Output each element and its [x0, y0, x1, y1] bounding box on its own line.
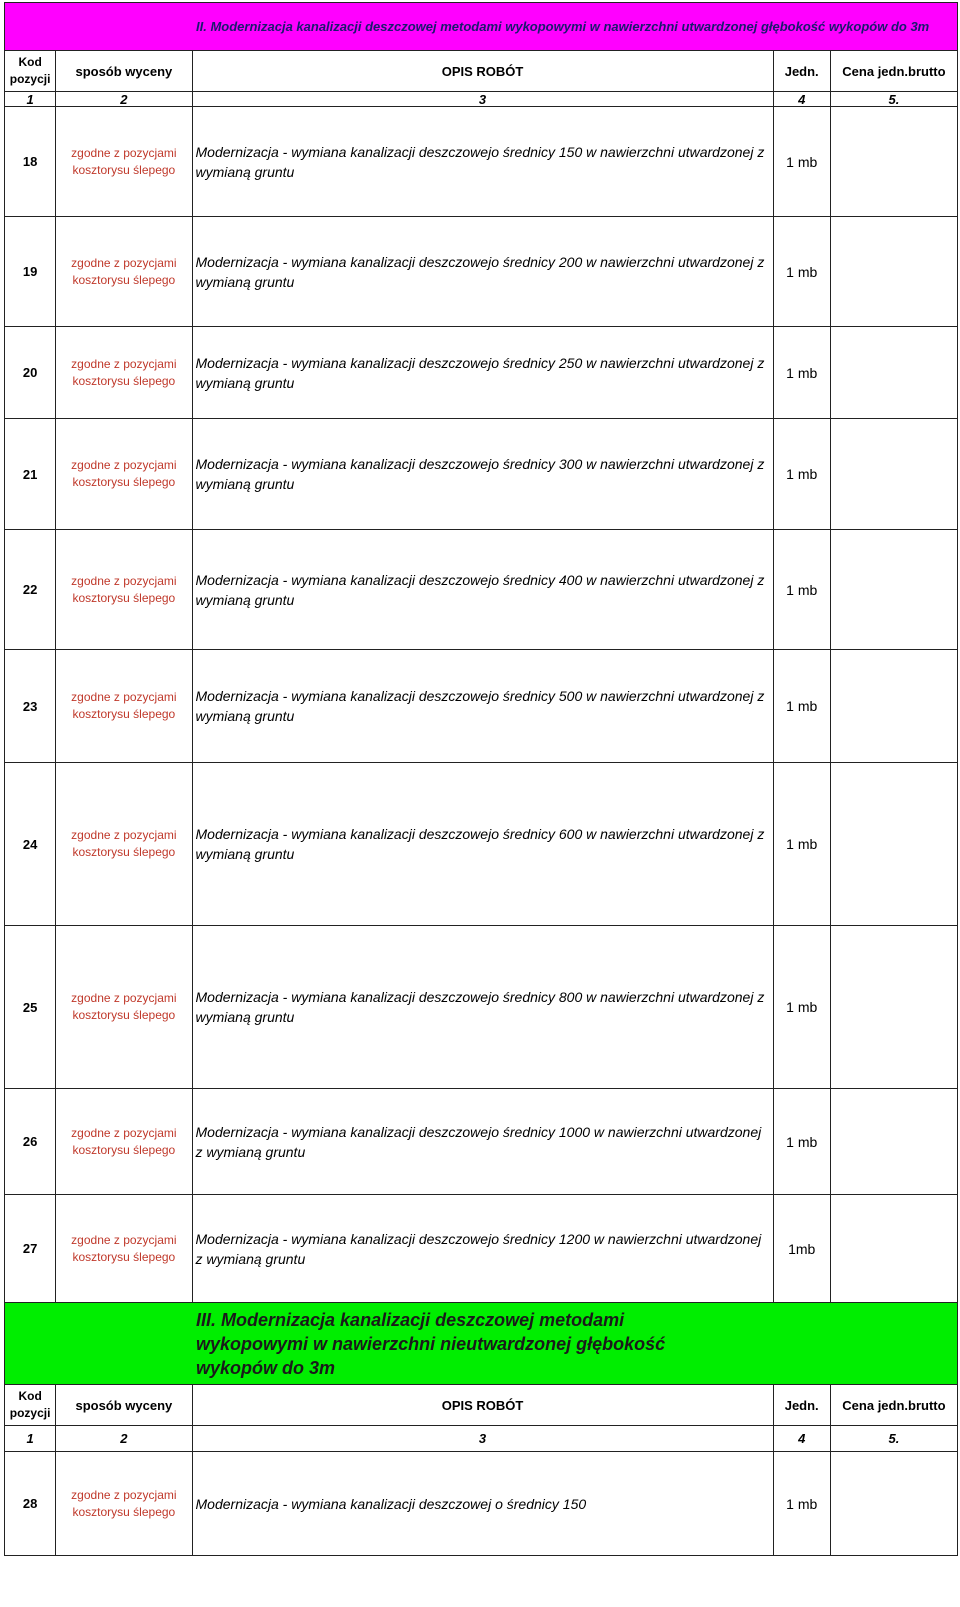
row-description: Modernizacja - wymiana kanalizacji deszczowejo średnicy 1000 w nawierzchni utwardzonej z wymianą gruntu	[192, 1089, 773, 1195]
row-unit: 1 mb	[773, 926, 830, 1089]
row-unit: 1 mb	[773, 107, 830, 217]
header-description: OPIS ROBÓT	[192, 51, 773, 92]
table-row	[5, 763, 958, 926]
header-description: OPIS ROBÓT	[192, 1385, 773, 1426]
row-code: 23	[5, 650, 56, 763]
row-code: 26	[5, 1089, 56, 1195]
row-price-cell[interactable]	[830, 107, 957, 217]
row-method: zgodne z pozycjami kosztorysu ślepego	[56, 650, 192, 763]
table-row	[5, 107, 958, 217]
col-number-2: 2	[56, 1426, 192, 1452]
row-unit: 1 mb	[773, 1452, 830, 1556]
row-price-cell[interactable]	[830, 1089, 957, 1195]
row-method: zgodne z pozycjami kosztorysu ślepego	[56, 926, 192, 1089]
row-description: Modernizacja - wymiana kanalizacji deszczowejo średnicy 800 w nawierzchni utwardzonej z wymianą gruntu	[192, 926, 773, 1089]
header-unit: Jedn.	[773, 51, 830, 92]
row-price-cell[interactable]	[830, 763, 957, 926]
header-unit: Jedn.	[773, 1385, 830, 1426]
header-method: sposób wyceny	[56, 51, 192, 92]
table-row	[5, 530, 958, 650]
section-3-column-numbers	[5, 1426, 958, 1452]
section-2-title: II. Modernizacja kanalizacji deszczowej metodami wykopowymi w nawierzchni utwardzonej głębokość wykopów do 3m	[192, 3, 957, 51]
row-description: Modernizacja - wymiana kanalizacji deszczowejo średnicy 150 w nawierzchni utwardzonej z wymianą gruntu	[192, 107, 773, 217]
table-row	[5, 650, 958, 763]
row-unit: 1 mb	[773, 530, 830, 650]
section-3-title: III. Modernizacja kanalizacji deszczowej metodami wykopowymi w nawierzchni nieutwardzonej głębokość wykopów do 3m	[196, 1309, 666, 1378]
cost-estimate-table	[4, 2, 958, 1556]
table-row	[5, 926, 958, 1089]
row-code: 21	[5, 419, 56, 530]
row-unit: 1 mb	[773, 217, 830, 327]
header-method: sposób wyceny	[56, 1385, 192, 1426]
col-number-3: 3	[192, 92, 773, 107]
row-description: Modernizacja - wymiana kanalizacji deszczowejo średnicy 600 w nawierzchni utwardzonej z wymianą gruntu	[192, 763, 773, 926]
row-code: 19	[5, 217, 56, 327]
table-row	[5, 1452, 958, 1556]
row-method: zgodne z pozycjami kosztorysu ślepego	[56, 327, 192, 419]
row-price-cell[interactable]	[830, 217, 957, 327]
row-code: 28	[5, 1452, 56, 1556]
col-number-5: 5.	[830, 92, 957, 107]
col-number-4: 4	[773, 1426, 830, 1452]
col-number-2: 2	[56, 92, 192, 107]
section-3-color-cell	[5, 1303, 193, 1385]
section-3-header	[5, 1303, 958, 1385]
section-2-column-numbers	[5, 92, 958, 107]
row-unit: 1 mb	[773, 763, 830, 926]
section-2-header	[5, 3, 958, 51]
row-method: zgodne z pozycjami kosztorysu ślepego	[56, 1195, 192, 1303]
row-method: zgodne z pozycjami kosztorysu ślepego	[56, 419, 192, 530]
row-price-cell[interactable]	[830, 650, 957, 763]
row-method: zgodne z pozycjami kosztorysu ślepego	[56, 107, 192, 217]
row-unit: 1 mb	[773, 650, 830, 763]
row-code: 18	[5, 107, 56, 217]
row-description: Modernizacja - wymiana kanalizacji deszczowejo średnicy 200 w nawierzchni utwardzonej z wymianą gruntu	[192, 217, 773, 327]
row-description: Modernizacja - wymiana kanalizacji deszczowejo średnicy 1200 w nawierzchni utwardzonej z wymianą gruntu	[192, 1195, 773, 1303]
table-row	[5, 419, 958, 530]
row-method: zgodne z pozycjami kosztorysu ślepego	[56, 530, 192, 650]
row-code: 22	[5, 530, 56, 650]
header-price: Cena jedn.brutto	[830, 1385, 957, 1426]
row-unit: 1 mb	[773, 327, 830, 419]
table-row	[5, 217, 958, 327]
row-method: zgodne z pozycjami kosztorysu ślepego	[56, 217, 192, 327]
row-description: Modernizacja - wymiana kanalizacji deszczowejo średnicy 500 w nawierzchni utwardzonej z wymianą gruntu	[192, 650, 773, 763]
row-unit: 1 mb	[773, 1089, 830, 1195]
row-price-cell[interactable]	[830, 1195, 957, 1303]
row-price-cell[interactable]	[830, 327, 957, 419]
table-row	[5, 1089, 958, 1195]
row-price-cell[interactable]	[830, 1452, 957, 1556]
row-code: 27	[5, 1195, 56, 1303]
section-2-color-cell	[5, 3, 193, 51]
section-2-column-headers	[5, 51, 958, 92]
row-code: 25	[5, 926, 56, 1089]
header-price: Cena jedn.brutto	[830, 51, 957, 92]
row-price-cell[interactable]	[830, 926, 957, 1089]
col-number-4: 4	[773, 92, 830, 107]
row-unit: 1 mb	[773, 419, 830, 530]
section-3-column-headers	[5, 1385, 958, 1426]
row-code: 20	[5, 327, 56, 419]
col-number-3: 3	[192, 1426, 773, 1452]
row-description: Modernizacja - wymiana kanalizacji deszczowejo średnicy 400 w nawierzchni utwardzonej z wymianą gruntu	[192, 530, 773, 650]
row-description: Modernizacja - wymiana kanalizacji deszczowej o średnicy 150	[192, 1452, 773, 1556]
row-method: zgodne z pozycjami kosztorysu ślepego	[56, 1089, 192, 1195]
row-price-cell[interactable]	[830, 530, 957, 650]
row-description: Modernizacja - wymiana kanalizacji deszczowejo średnicy 250 w nawierzchni utwardzonej z wymianą gruntu	[192, 327, 773, 419]
col-number-1: 1	[5, 1426, 56, 1452]
row-code: 24	[5, 763, 56, 926]
header-code: Kod pozycji	[5, 1385, 56, 1426]
row-unit: 1mb	[773, 1195, 830, 1303]
section-3-title-cell	[192, 1303, 957, 1385]
table-row	[5, 1195, 958, 1303]
row-method: zgodne z pozycjami kosztorysu ślepego	[56, 763, 192, 926]
table-row	[5, 327, 958, 419]
col-number-5: 5.	[830, 1426, 957, 1452]
row-price-cell[interactable]	[830, 419, 957, 530]
row-method: zgodne z pozycjami kosztorysu ślepego	[56, 1452, 192, 1556]
col-number-1: 1	[5, 92, 56, 107]
row-description: Modernizacja - wymiana kanalizacji deszczowejo średnicy 300 w nawierzchni utwardzonej z wymianą gruntu	[192, 419, 773, 530]
header-code: Kod pozycji	[5, 51, 56, 92]
